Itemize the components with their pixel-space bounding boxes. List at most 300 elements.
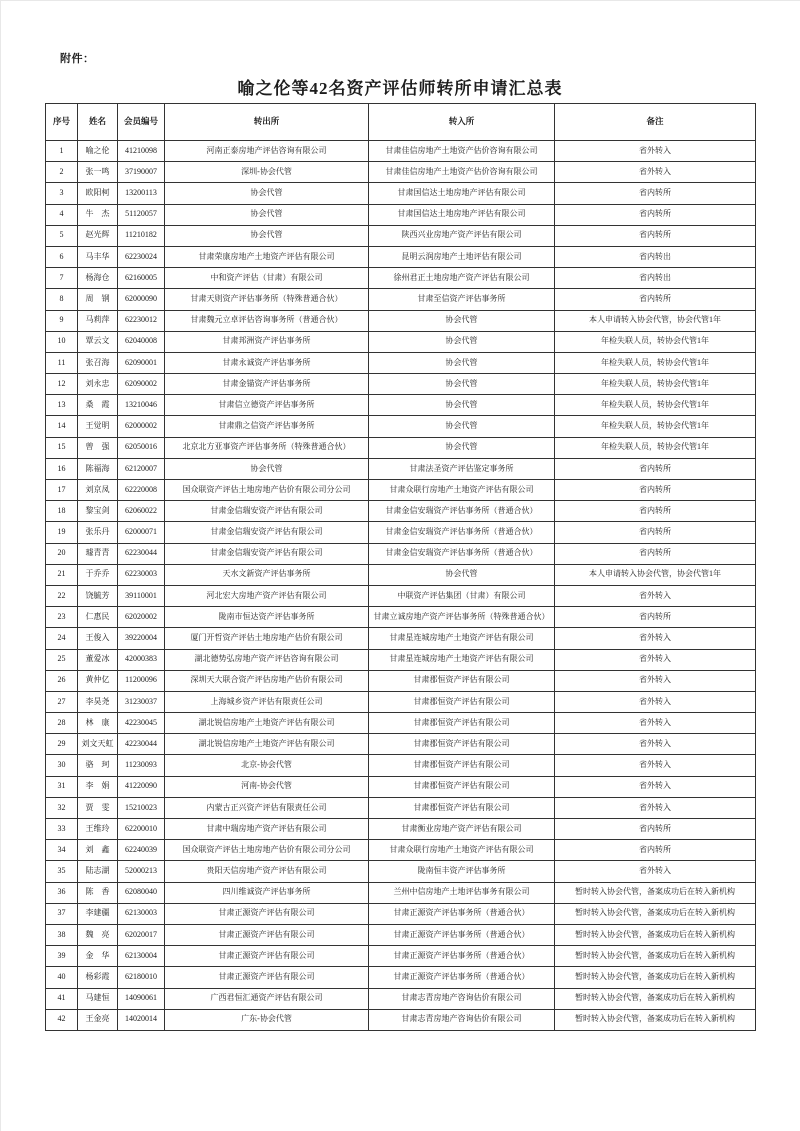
cell-from-firm: 湖北锐信房地产土地资产评估有限公司 <box>165 713 369 734</box>
cell-no: 33 <box>46 819 78 840</box>
table-row <box>46 776 756 797</box>
cell-to-firm: 陇南恒丰资产评估事务所 <box>369 861 555 882</box>
cell-from-firm: 甘肃信立德资产评估事务所 <box>165 395 369 416</box>
cell-from-firm: 河北宏大房地产资产评估有限公司 <box>165 585 369 606</box>
cell-from-firm: 国众联资产评估土地房地产估价有限公司分公司 <box>165 480 369 501</box>
cell-member-no: 51120057 <box>118 204 165 225</box>
cell-name: 黄仲亿 <box>78 670 118 691</box>
cell-no: 29 <box>46 734 78 755</box>
cell-to-firm: 甘肃志青房地产咨询估价有限公司 <box>369 1009 555 1030</box>
cell-name: 刘永忠 <box>78 374 118 395</box>
cell-to-firm: 甘肃众联行房地产土地资产评估有限公司 <box>369 840 555 861</box>
cell-from-firm: 协会代管 <box>165 458 369 479</box>
cell-name: 曾 强 <box>78 437 118 458</box>
table-row <box>46 289 756 310</box>
cell-remark: 省内转所 <box>555 607 756 628</box>
cell-no: 41 <box>46 988 78 1009</box>
cell-no: 36 <box>46 882 78 903</box>
cell-remark: 省内转所 <box>555 225 756 246</box>
cell-member-no: 11230093 <box>118 755 165 776</box>
cell-no: 27 <box>46 691 78 712</box>
cell-name: 饶毓芳 <box>78 585 118 606</box>
cell-member-no: 11210182 <box>118 225 165 246</box>
cell-remark: 省内转所 <box>555 522 756 543</box>
cell-remark: 省外转入 <box>555 141 756 162</box>
cell-remark: 本人申请转入协会代管，协会代管1年 <box>555 310 756 331</box>
cell-to-firm: 甘肃佳信房地产土地资产估价咨询有限公司 <box>369 162 555 183</box>
cell-remark: 暂时转入协会代管，备案成功后在转入新机构 <box>555 882 756 903</box>
cell-to-firm: 甘肃星连城房地产土地资产评估有限公司 <box>369 628 555 649</box>
cell-from-firm: 协会代管 <box>165 204 369 225</box>
cell-name: 桑 霞 <box>78 395 118 416</box>
cell-from-firm: 甘肃金信瑞安资产评估有限公司 <box>165 522 369 543</box>
cell-remark: 省外转入 <box>555 734 756 755</box>
cell-name: 周 钢 <box>78 289 118 310</box>
cell-to-firm: 甘肃正源资产评估事务所（普通合伙） <box>369 946 555 967</box>
cell-to-firm: 甘肃金信安瑞资产评估事务所（普通合伙） <box>369 522 555 543</box>
cell-from-firm: 国众联资产评估土地房地产估价有限公司分公司 <box>165 840 369 861</box>
cell-member-no: 31230037 <box>118 691 165 712</box>
table-row <box>46 670 756 691</box>
cell-from-firm: 厦门开哲资产评估土地房地产估价有限公司 <box>165 628 369 649</box>
cell-no: 20 <box>46 543 78 564</box>
cell-name: 璩青青 <box>78 543 118 564</box>
table-row <box>46 268 756 289</box>
cell-name: 骆 珂 <box>78 755 118 776</box>
cell-to-firm: 协会代管 <box>369 437 555 458</box>
table-header <box>46 104 756 141</box>
cell-remark: 省内转所 <box>555 480 756 501</box>
cell-from-firm: 深圳天大联合资产评估房地产估价有限公司 <box>165 670 369 691</box>
cell-remark: 省内转所 <box>555 289 756 310</box>
cell-no: 42 <box>46 1009 78 1030</box>
cell-member-no: 62040008 <box>118 331 165 352</box>
table-row <box>46 903 756 924</box>
cell-to-firm: 兰州中信房地产土地评估事务有限公司 <box>369 882 555 903</box>
table-row <box>46 988 756 1009</box>
cell-member-no: 62090002 <box>118 374 165 395</box>
cell-to-firm: 甘肃国信达土地房地产评估有限公司 <box>369 204 555 225</box>
cell-member-no: 42230045 <box>118 713 165 734</box>
cell-remark: 省外转入 <box>555 670 756 691</box>
cell-remark: 省外转入 <box>555 691 756 712</box>
cell-member-no: 62120007 <box>118 458 165 479</box>
cell-no: 5 <box>46 225 78 246</box>
cell-to-firm: 甘肃郡恒资产评估有限公司 <box>369 755 555 776</box>
cell-no: 19 <box>46 522 78 543</box>
cell-name: 张乐丹 <box>78 522 118 543</box>
cell-member-no: 62220008 <box>118 480 165 501</box>
cell-name: 于乔乔 <box>78 564 118 585</box>
cell-to-firm: 甘肃星连城房地产土地资产评估有限公司 <box>369 649 555 670</box>
cell-member-no: 62020017 <box>118 924 165 945</box>
cell-member-no: 62230012 <box>118 310 165 331</box>
cell-from-firm: 河南正泰房地产评估咨询有限公司 <box>165 141 369 162</box>
cell-member-no: 62000090 <box>118 289 165 310</box>
cell-from-firm: 河南-协会代管 <box>165 776 369 797</box>
cell-remark: 暂时转入协会代管，备案成功后在转入新机构 <box>555 946 756 967</box>
cell-remark: 省内转所 <box>555 819 756 840</box>
cell-remark: 省外转入 <box>555 162 756 183</box>
table-row <box>46 797 756 818</box>
cell-member-no: 15210023 <box>118 797 165 818</box>
cell-remark: 省内转出 <box>555 268 756 289</box>
cell-no: 35 <box>46 861 78 882</box>
cell-to-firm: 协会代管 <box>369 310 555 331</box>
table-row <box>46 628 756 649</box>
cell-member-no: 62000071 <box>118 522 165 543</box>
cell-name: 王金亮 <box>78 1009 118 1030</box>
col-header-from-firm: 转出所 <box>165 104 369 141</box>
cell-no: 18 <box>46 501 78 522</box>
cell-from-firm: 内蒙古正兴资产评估有限责任公司 <box>165 797 369 818</box>
cell-to-firm: 甘肃佳信房地产土地资产估价咨询有限公司 <box>369 141 555 162</box>
cell-remark: 省内转所 <box>555 183 756 204</box>
cell-member-no: 14020014 <box>118 1009 165 1030</box>
cell-from-firm: 甘肃金信瑞安资产评估有限公司 <box>165 501 369 522</box>
cell-no: 32 <box>46 797 78 818</box>
cell-remark: 省外转入 <box>555 585 756 606</box>
page-title: 喻之伦等42名资产评估师转所申请汇总表 <box>237 79 563 98</box>
table-row <box>46 501 756 522</box>
table-row <box>46 437 756 458</box>
cell-remark: 省内转所 <box>555 543 756 564</box>
table-row <box>46 522 756 543</box>
table-row <box>46 967 756 988</box>
cell-name: 牛 杰 <box>78 204 118 225</box>
table-row <box>46 819 756 840</box>
cell-remark: 年检失联人员，转协会代管1年 <box>555 331 756 352</box>
cell-name: 李建疆 <box>78 903 118 924</box>
transfer-summary-table <box>45 103 756 1031</box>
cell-remark: 年检失联人员，转协会代管1年 <box>555 374 756 395</box>
cell-name: 陆志湖 <box>78 861 118 882</box>
cell-member-no: 13210046 <box>118 395 165 416</box>
cell-remark: 省内转所 <box>555 840 756 861</box>
attachment-label: 附件： <box>60 53 95 65</box>
cell-name: 刘京凤 <box>78 480 118 501</box>
cell-no: 28 <box>46 713 78 734</box>
cell-no: 12 <box>46 374 78 395</box>
cell-remark: 省内转出 <box>555 246 756 267</box>
cell-from-firm: 甘肃荣康房地产土地资产评估有限公司 <box>165 246 369 267</box>
cell-to-firm: 甘肃郡恒资产评估有限公司 <box>369 797 555 818</box>
cell-no: 21 <box>46 564 78 585</box>
cell-remark: 暂时转入协会代管，备案成功后在转入新机构 <box>555 924 756 945</box>
cell-member-no: 39220004 <box>118 628 165 649</box>
table-row <box>46 924 756 945</box>
cell-member-no: 62050016 <box>118 437 165 458</box>
cell-from-firm: 甘肃中瑞房地产资产评估有限公司 <box>165 819 369 840</box>
table-row <box>46 141 756 162</box>
table-row <box>46 564 756 585</box>
cell-no: 30 <box>46 755 78 776</box>
cell-member-no: 62160005 <box>118 268 165 289</box>
cell-name: 金 华 <box>78 946 118 967</box>
cell-member-no: 62060022 <box>118 501 165 522</box>
cell-to-firm: 协会代管 <box>369 395 555 416</box>
cell-member-no: 62230003 <box>118 564 165 585</box>
cell-no: 14 <box>46 416 78 437</box>
cell-from-firm: 天水文新资产评估事务所 <box>165 564 369 585</box>
table-row <box>46 755 756 776</box>
cell-to-firm: 甘肃正源资产评估事务所（普通合伙） <box>369 967 555 988</box>
cell-from-firm: 四川维诚资产评估事务所 <box>165 882 369 903</box>
cell-name: 喻之伦 <box>78 141 118 162</box>
cell-from-firm: 甘肃魏元立卓评估咨询事务所（普通合伙） <box>165 310 369 331</box>
cell-to-firm: 协会代管 <box>369 416 555 437</box>
cell-from-firm: 中和资产评估（甘肃）有限公司 <box>165 268 369 289</box>
cell-name: 董爱冰 <box>78 649 118 670</box>
cell-from-firm: 协会代管 <box>165 183 369 204</box>
cell-from-firm: 湖北德势弘房地产资产评估咨询有限公司 <box>165 649 369 670</box>
cell-to-firm: 甘肃郡恒资产评估有限公司 <box>369 691 555 712</box>
cell-to-firm: 甘肃衡业房地产资产评估有限公司 <box>369 819 555 840</box>
cell-from-firm: 协会代管 <box>165 225 369 246</box>
cell-no: 3 <box>46 183 78 204</box>
table-row <box>46 1009 756 1030</box>
cell-member-no: 62200010 <box>118 819 165 840</box>
cell-remark: 年检失联人员，转协会代管1年 <box>555 416 756 437</box>
cell-name: 覃云文 <box>78 331 118 352</box>
cell-name: 马莉萍 <box>78 310 118 331</box>
cell-no: 6 <box>46 246 78 267</box>
cell-name: 王觉明 <box>78 416 118 437</box>
cell-from-firm: 甘肃天则资产评估事务所（特殊普通合伙） <box>165 289 369 310</box>
cell-no: 9 <box>46 310 78 331</box>
cell-from-firm: 深圳-协会代管 <box>165 162 369 183</box>
cell-name: 马建恒 <box>78 988 118 1009</box>
cell-member-no: 52000213 <box>118 861 165 882</box>
cell-to-firm: 协会代管 <box>369 374 555 395</box>
cell-to-firm: 甘肃至信资产评估事务所 <box>369 289 555 310</box>
cell-member-no: 62090001 <box>118 352 165 373</box>
cell-no: 17 <box>46 480 78 501</box>
cell-from-firm: 广西君恒汇通资产评估有限公司 <box>165 988 369 1009</box>
table-row <box>46 310 756 331</box>
col-header-name: 姓名 <box>78 104 118 141</box>
cell-from-firm: 陇南市恒达资产评估事务所 <box>165 607 369 628</box>
table-row <box>46 416 756 437</box>
cell-no: 40 <box>46 967 78 988</box>
table-row <box>46 946 756 967</box>
cell-no: 4 <box>46 204 78 225</box>
cell-name: 陈福海 <box>78 458 118 479</box>
cell-from-firm: 广东-协会代管 <box>165 1009 369 1030</box>
cell-name: 赵光辉 <box>78 225 118 246</box>
cell-name: 欧阳柯 <box>78 183 118 204</box>
cell-member-no: 62020002 <box>118 607 165 628</box>
table-row <box>46 183 756 204</box>
cell-member-no: 13200113 <box>118 183 165 204</box>
cell-name: 张一鸣 <box>78 162 118 183</box>
cell-to-firm: 中联资产评估集团（甘肃）有限公司 <box>369 585 555 606</box>
cell-to-firm: 昆明云润房地产土地评估有限公司 <box>369 246 555 267</box>
cell-to-firm: 甘肃志青房地产咨询估价有限公司 <box>369 988 555 1009</box>
cell-to-firm: 徐州君正土地房地产资产评估有限公司 <box>369 268 555 289</box>
cell-no: 13 <box>46 395 78 416</box>
cell-member-no: 11200096 <box>118 670 165 691</box>
cell-to-firm: 甘肃郡恒资产评估有限公司 <box>369 776 555 797</box>
cell-from-firm: 甘肃正源资产评估有限公司 <box>165 967 369 988</box>
cell-from-firm: 甘肃邦洲资产评估事务所 <box>165 331 369 352</box>
cell-from-firm: 北京北方亚事资产评估事务所（特殊普通合伙） <box>165 437 369 458</box>
cell-to-firm: 甘肃郡恒资产评估有限公司 <box>369 734 555 755</box>
cell-no: 38 <box>46 924 78 945</box>
cell-no: 7 <box>46 268 78 289</box>
cell-name: 刘文天虹 <box>78 734 118 755</box>
cell-no: 22 <box>46 585 78 606</box>
cell-no: 24 <box>46 628 78 649</box>
cell-to-firm: 协会代管 <box>369 352 555 373</box>
cell-from-firm: 贵阳天信房地产资产评估有限公司 <box>165 861 369 882</box>
cell-remark: 暂时转入协会代管，备案成功后在转入新机构 <box>555 988 756 1009</box>
cell-to-firm: 协会代管 <box>369 564 555 585</box>
cell-no: 23 <box>46 607 78 628</box>
cell-remark: 省外转入 <box>555 861 756 882</box>
col-header-no: 序号 <box>46 104 78 141</box>
table-row <box>46 480 756 501</box>
cell-no: 37 <box>46 903 78 924</box>
cell-to-firm: 甘肃国信达土地房地产评估有限公司 <box>369 183 555 204</box>
cell-no: 39 <box>46 946 78 967</box>
cell-remark: 省内转所 <box>555 204 756 225</box>
cell-to-firm: 甘肃郡恒资产评估有限公司 <box>369 713 555 734</box>
cell-to-firm: 甘肃正源资产评估事务所（普通合伙） <box>369 924 555 945</box>
cell-name: 贾 雯 <box>78 797 118 818</box>
cell-name: 杨海仓 <box>78 268 118 289</box>
cell-member-no: 62180010 <box>118 967 165 988</box>
cell-member-no: 14090061 <box>118 988 165 1009</box>
cell-remark: 省外转入 <box>555 776 756 797</box>
cell-from-firm: 北京-协会代管 <box>165 755 369 776</box>
cell-to-firm: 甘肃立诚房地产资产评估事务所（特殊普通合伙） <box>369 607 555 628</box>
table-row <box>46 458 756 479</box>
cell-name: 王维玲 <box>78 819 118 840</box>
cell-name: 仁惠民 <box>78 607 118 628</box>
table-row <box>46 734 756 755</box>
cell-from-firm: 上海城乡资产评估有限责任公司 <box>165 691 369 712</box>
cell-to-firm: 甘肃金信安瑞资产评估事务所（普通合伙） <box>369 501 555 522</box>
cell-member-no: 62230044 <box>118 543 165 564</box>
table-row <box>46 691 756 712</box>
col-header-member-no: 会员编号 <box>118 104 165 141</box>
cell-from-firm: 甘肃永诚资产评估事务所 <box>165 352 369 373</box>
cell-member-no: 39110001 <box>118 585 165 606</box>
cell-member-no: 41220090 <box>118 776 165 797</box>
cell-remark: 年检失联人员，转协会代管1年 <box>555 395 756 416</box>
cell-name: 李昊尧 <box>78 691 118 712</box>
cell-name: 陈 香 <box>78 882 118 903</box>
cell-member-no: 62080040 <box>118 882 165 903</box>
cell-name: 刘 鑫 <box>78 840 118 861</box>
cell-no: 26 <box>46 670 78 691</box>
cell-no: 1 <box>46 141 78 162</box>
cell-name: 王俊入 <box>78 628 118 649</box>
cell-remark: 本人申请转入协会代管，协会代管1年 <box>555 564 756 585</box>
cell-to-firm: 甘肃金信安瑞资产评估事务所（普通合伙） <box>369 543 555 564</box>
cell-remark: 年检失联人员，转协会代管1年 <box>555 352 756 373</box>
table-row <box>46 352 756 373</box>
cell-member-no: 62230024 <box>118 246 165 267</box>
table-row <box>46 882 756 903</box>
table-row <box>46 861 756 882</box>
table-row <box>46 204 756 225</box>
table-body <box>46 141 756 1031</box>
cell-from-firm: 甘肃金信瑞安资产评估有限公司 <box>165 543 369 564</box>
cell-member-no: 62130003 <box>118 903 165 924</box>
table-row <box>46 543 756 564</box>
cell-member-no: 62130004 <box>118 946 165 967</box>
table-row <box>46 246 756 267</box>
cell-remark: 省外转入 <box>555 628 756 649</box>
table-row <box>46 331 756 352</box>
cell-no: 31 <box>46 776 78 797</box>
cell-to-firm: 协会代管 <box>369 331 555 352</box>
cell-from-firm: 甘肃正源资产评估有限公司 <box>165 903 369 924</box>
cell-no: 15 <box>46 437 78 458</box>
cell-no: 11 <box>46 352 78 373</box>
table-row <box>46 395 756 416</box>
cell-remark: 省外转入 <box>555 797 756 818</box>
cell-from-firm: 湖北锐信房地产土地资产评估有限公司 <box>165 734 369 755</box>
table-row <box>46 374 756 395</box>
cell-remark: 省内转所 <box>555 458 756 479</box>
table-row <box>46 162 756 183</box>
cell-member-no: 37190007 <box>118 162 165 183</box>
cell-remark: 省外转入 <box>555 755 756 776</box>
cell-to-firm: 甘肃正源资产评估事务所（普通合伙） <box>369 903 555 924</box>
header-row <box>46 104 756 141</box>
table-row <box>46 649 756 670</box>
cell-remark: 省内转所 <box>555 501 756 522</box>
table-row <box>46 607 756 628</box>
cell-remark: 年检失联人员，转协会代管1年 <box>555 437 756 458</box>
table-row <box>46 713 756 734</box>
cell-member-no: 62000002 <box>118 416 165 437</box>
cell-member-no: 62240039 <box>118 840 165 861</box>
col-header-to-firm: 转入所 <box>369 104 555 141</box>
cell-from-firm: 甘肃金锚资产评估事务所 <box>165 374 369 395</box>
cell-remark: 暂时转入协会代管，备案成功后在转入新机构 <box>555 967 756 988</box>
cell-to-firm: 甘肃法圣资产评估鉴定事务所 <box>369 458 555 479</box>
table-row <box>46 585 756 606</box>
cell-name: 李 娟 <box>78 776 118 797</box>
cell-no: 16 <box>46 458 78 479</box>
cell-remark: 省外转入 <box>555 649 756 670</box>
cell-name: 林 康 <box>78 713 118 734</box>
cell-name: 张召海 <box>78 352 118 373</box>
cell-from-firm: 甘肃鼎之信资产评估事务所 <box>165 416 369 437</box>
cell-remark: 暂时转入协会代管，备案成功后在转入新机构 <box>555 903 756 924</box>
cell-name: 杨彩霞 <box>78 967 118 988</box>
cell-remark: 省外转入 <box>555 713 756 734</box>
cell-no: 8 <box>46 289 78 310</box>
table-row <box>46 840 756 861</box>
cell-to-firm: 甘肃郡恒资产评估有限公司 <box>369 670 555 691</box>
cell-from-firm: 甘肃正源资产评估有限公司 <box>165 924 369 945</box>
cell-no: 2 <box>46 162 78 183</box>
cell-member-no: 42000383 <box>118 649 165 670</box>
table-row <box>46 225 756 246</box>
col-header-remark: 备注 <box>555 104 756 141</box>
cell-name: 马丰华 <box>78 246 118 267</box>
cell-to-firm: 甘肃众联行房地产土地资产评估有限公司 <box>369 480 555 501</box>
cell-name: 黎宝剑 <box>78 501 118 522</box>
cell-member-no: 41210098 <box>118 141 165 162</box>
cell-no: 10 <box>46 331 78 352</box>
cell-name: 魏 亮 <box>78 924 118 945</box>
